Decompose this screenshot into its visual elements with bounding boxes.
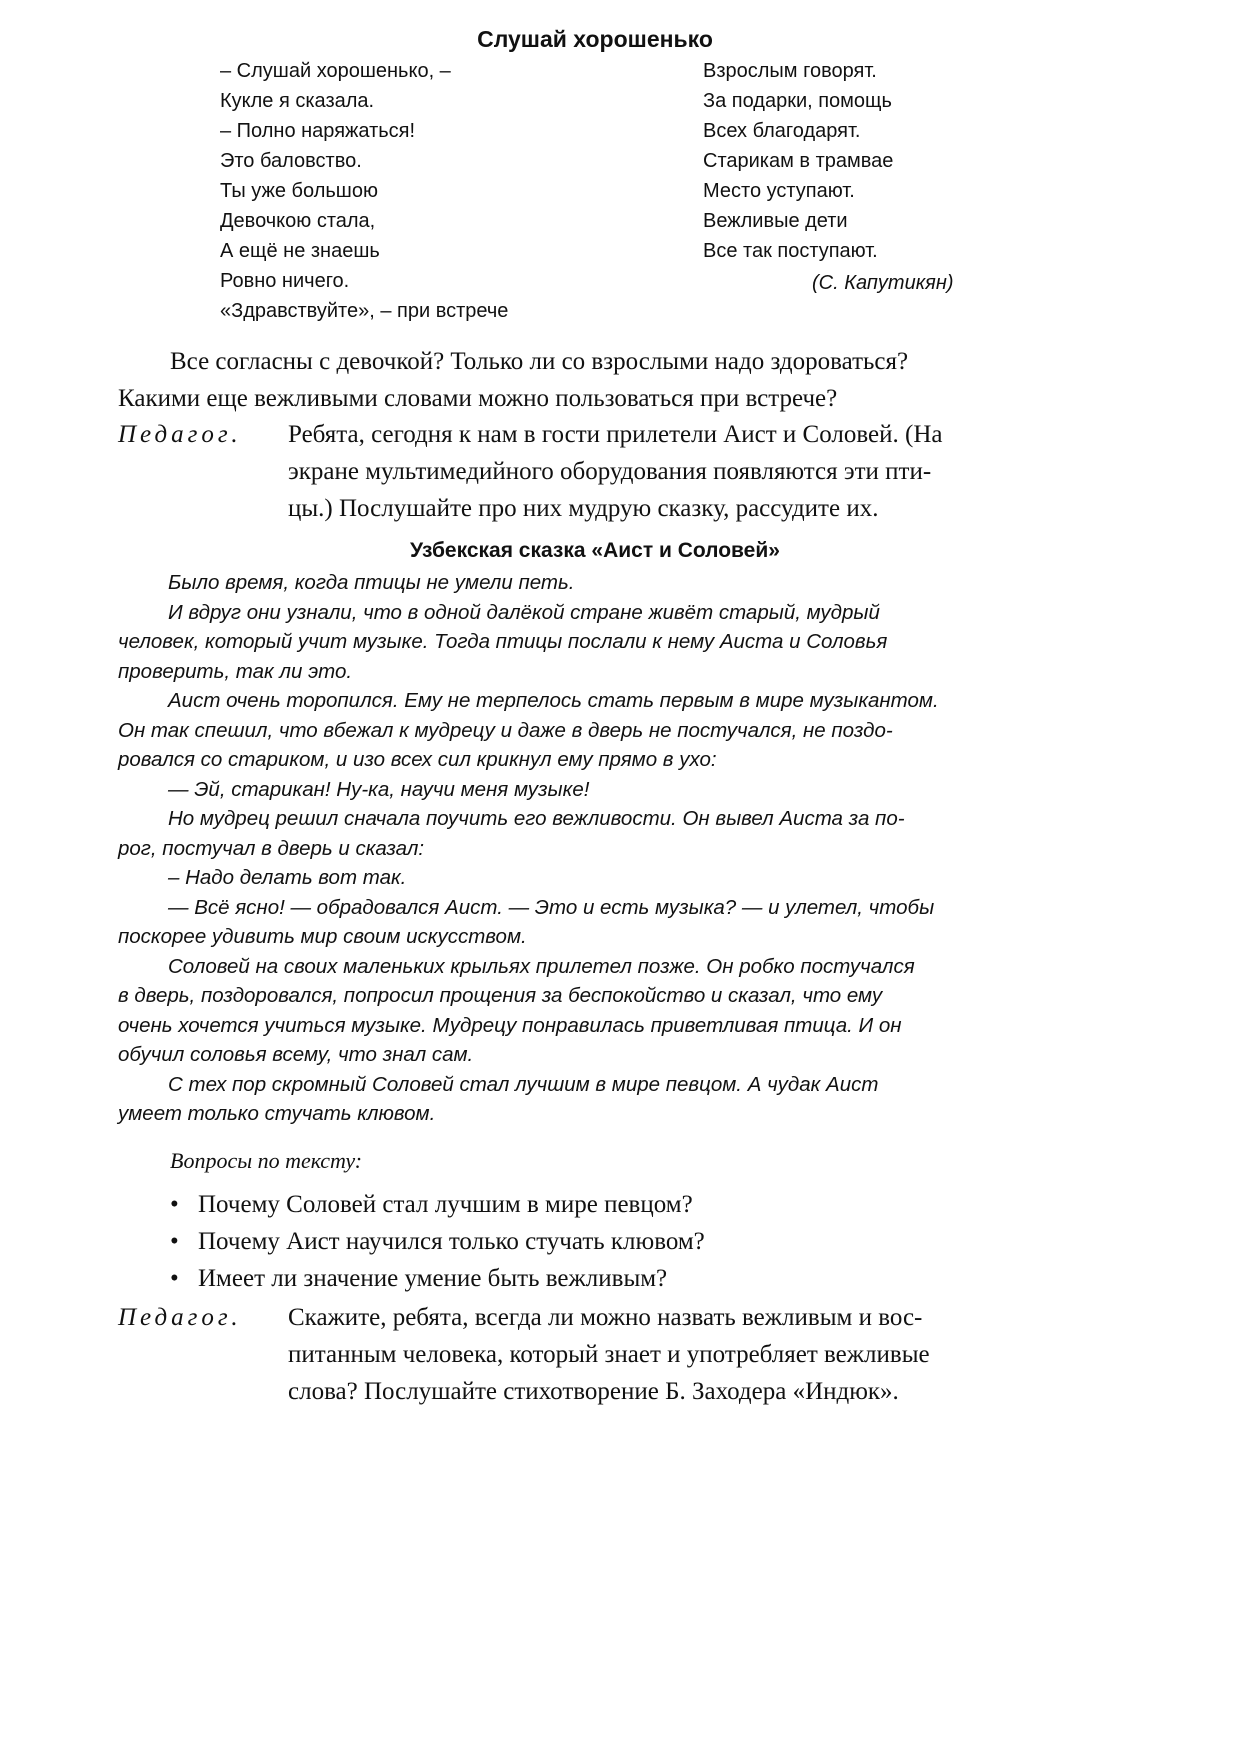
speaker-label: Педагог. <box>118 421 242 448</box>
poem-title: Слушай хорошенько <box>477 26 713 52</box>
remark-line: питанным человека, который знает и употребляет вежливые <box>288 1341 930 1368</box>
poem-line: За подарки, помощь <box>703 90 892 112</box>
paragraph-line: Все согласны с девочкой? Только ли со взрослыми надо здороваться? <box>170 348 909 375</box>
question-text: Почему Соловей стал лучшим в мире певцом? <box>198 1191 693 1218</box>
questions-list <box>170 1186 705 1297</box>
tale-line: Аист очень торопился. Ему не терпелось стать первым в мире музыкантом. <box>168 689 939 712</box>
tale-line: проверить, так ли это. <box>118 659 353 683</box>
tale-line: — Всё ясно! — обрадовался Аист. — Это и есть музыка? — и улетел, чтобы <box>168 895 935 919</box>
remark-line: Скажите, ребята, всегда ли можно назвать вежливым и вос- <box>288 1304 923 1331</box>
tale-line: поскорее удивить мир своим искусством. <box>118 925 527 948</box>
tale-title: Узбекская сказка «Аист и Соловей» <box>410 539 780 562</box>
poem-line: Ты уже большою <box>220 180 378 202</box>
poem-line: Ровно ничего. <box>220 270 350 292</box>
poem-line: Старикам в трамвае <box>703 150 894 172</box>
tale-line: — Эй, старикан! Ну-ка, научи меня музыке! <box>168 777 590 801</box>
teacher-remark-text <box>288 1299 1078 1410</box>
list-item <box>170 1260 705 1297</box>
tale-line: И вдруг они узнали, что в одной далёкой стране живёт старый, мудрый <box>168 600 880 624</box>
poem-line: Это баловство. <box>220 150 362 172</box>
remark-line: слова? Послушайте стихотворение Б. Заходера «Индюк». <box>288 1378 899 1405</box>
poem-line: Взрослым говорят. <box>703 60 877 82</box>
tale-line: Было время, когда птицы не умели петь. <box>168 571 575 594</box>
poem-line: Всех благодарят. <box>703 120 861 142</box>
tale-line: очень хочется учиться музыке. Мудрецу понравилась приветливая птица. И он <box>118 1013 902 1037</box>
tale-line: рог, постучал в дверь и сказал: <box>118 836 425 860</box>
remark-line: цы.) Послушайте про них мудрую сказку, рассудите их. <box>288 495 879 522</box>
poem-line: Все так поступают. <box>703 240 878 262</box>
poem-line: «Здравствуйте», – при встрече <box>220 300 509 322</box>
teacher-remark-text <box>288 416 1078 527</box>
poem-author: (С. Капутикян) <box>812 272 954 294</box>
tale-line: обучил соловья всему, что знал сам. <box>118 1043 474 1066</box>
tale-line: в дверь, поздоровался, попросил прощения за беспокойство и сказал, что ему <box>118 984 883 1007</box>
poem-line: Девочкою стала, <box>220 210 376 232</box>
tale-line: ровался со стариком, и изо всех сил крикнул ему прямо в ухо: <box>118 748 717 771</box>
tale-line: – Надо делать вот так. <box>168 866 407 889</box>
tale-line: человек, который учит музыке. Тогда птицы послали к нему Аиста и Соловья <box>118 630 888 653</box>
question-text: Почему Аист научился только стучать клювом? <box>198 1228 705 1255</box>
list-item <box>170 1223 705 1260</box>
poem-line: Вежливые дети <box>703 210 848 232</box>
bullet-icon: • <box>170 1191 179 1218</box>
poem-line: – Полно наряжаться! <box>220 120 416 142</box>
tale-line: Соловей на своих маленьких крыльях прилетел позже. Он робко постучался <box>168 954 915 978</box>
bullet-icon: • <box>170 1265 179 1292</box>
tale-line: умеет только стучать клювом. <box>118 1102 436 1125</box>
tale-line: С тех пор скромный Соловей стал лучшим в мире певцом. А чудак Аист <box>168 1072 879 1096</box>
poem-line: – Слушай хорошенько, – <box>220 60 451 82</box>
speaker-label: Педагог. <box>118 1304 242 1331</box>
remark-line: Ребята, сегодня к нам в гости прилетели Аист и Соловей. (На <box>288 421 943 448</box>
tale-line: Он так спешил, что вбежал к мудрецу и даже в дверь не постучался, не поздо- <box>118 718 893 742</box>
list-item <box>170 1186 705 1223</box>
paragraph-line: Какими еще вежливыми словами можно пользоваться при встрече? <box>118 385 838 412</box>
bullet-icon: • <box>170 1228 179 1255</box>
tale-text <box>118 568 1078 1129</box>
poem-right-column <box>703 56 893 266</box>
poem-left-column <box>220 56 508 326</box>
question-text: Имеет ли значение умение быть вежливым? <box>198 1265 668 1292</box>
poem-line: Место уступают. <box>703 180 855 202</box>
question-paragraph <box>118 343 1078 417</box>
remark-line: экране мультимедийного оборудования появляются эти пти- <box>288 458 932 485</box>
tale-line: Но мудрец решил сначала поучить его вежливости. Он вывел Аиста за по- <box>168 807 905 830</box>
questions-heading: Вопросы по тексту: <box>170 1148 363 1173</box>
poem-line: А ещё не знаешь <box>220 240 380 262</box>
poem-line: Кукле я сказала. <box>220 90 375 112</box>
